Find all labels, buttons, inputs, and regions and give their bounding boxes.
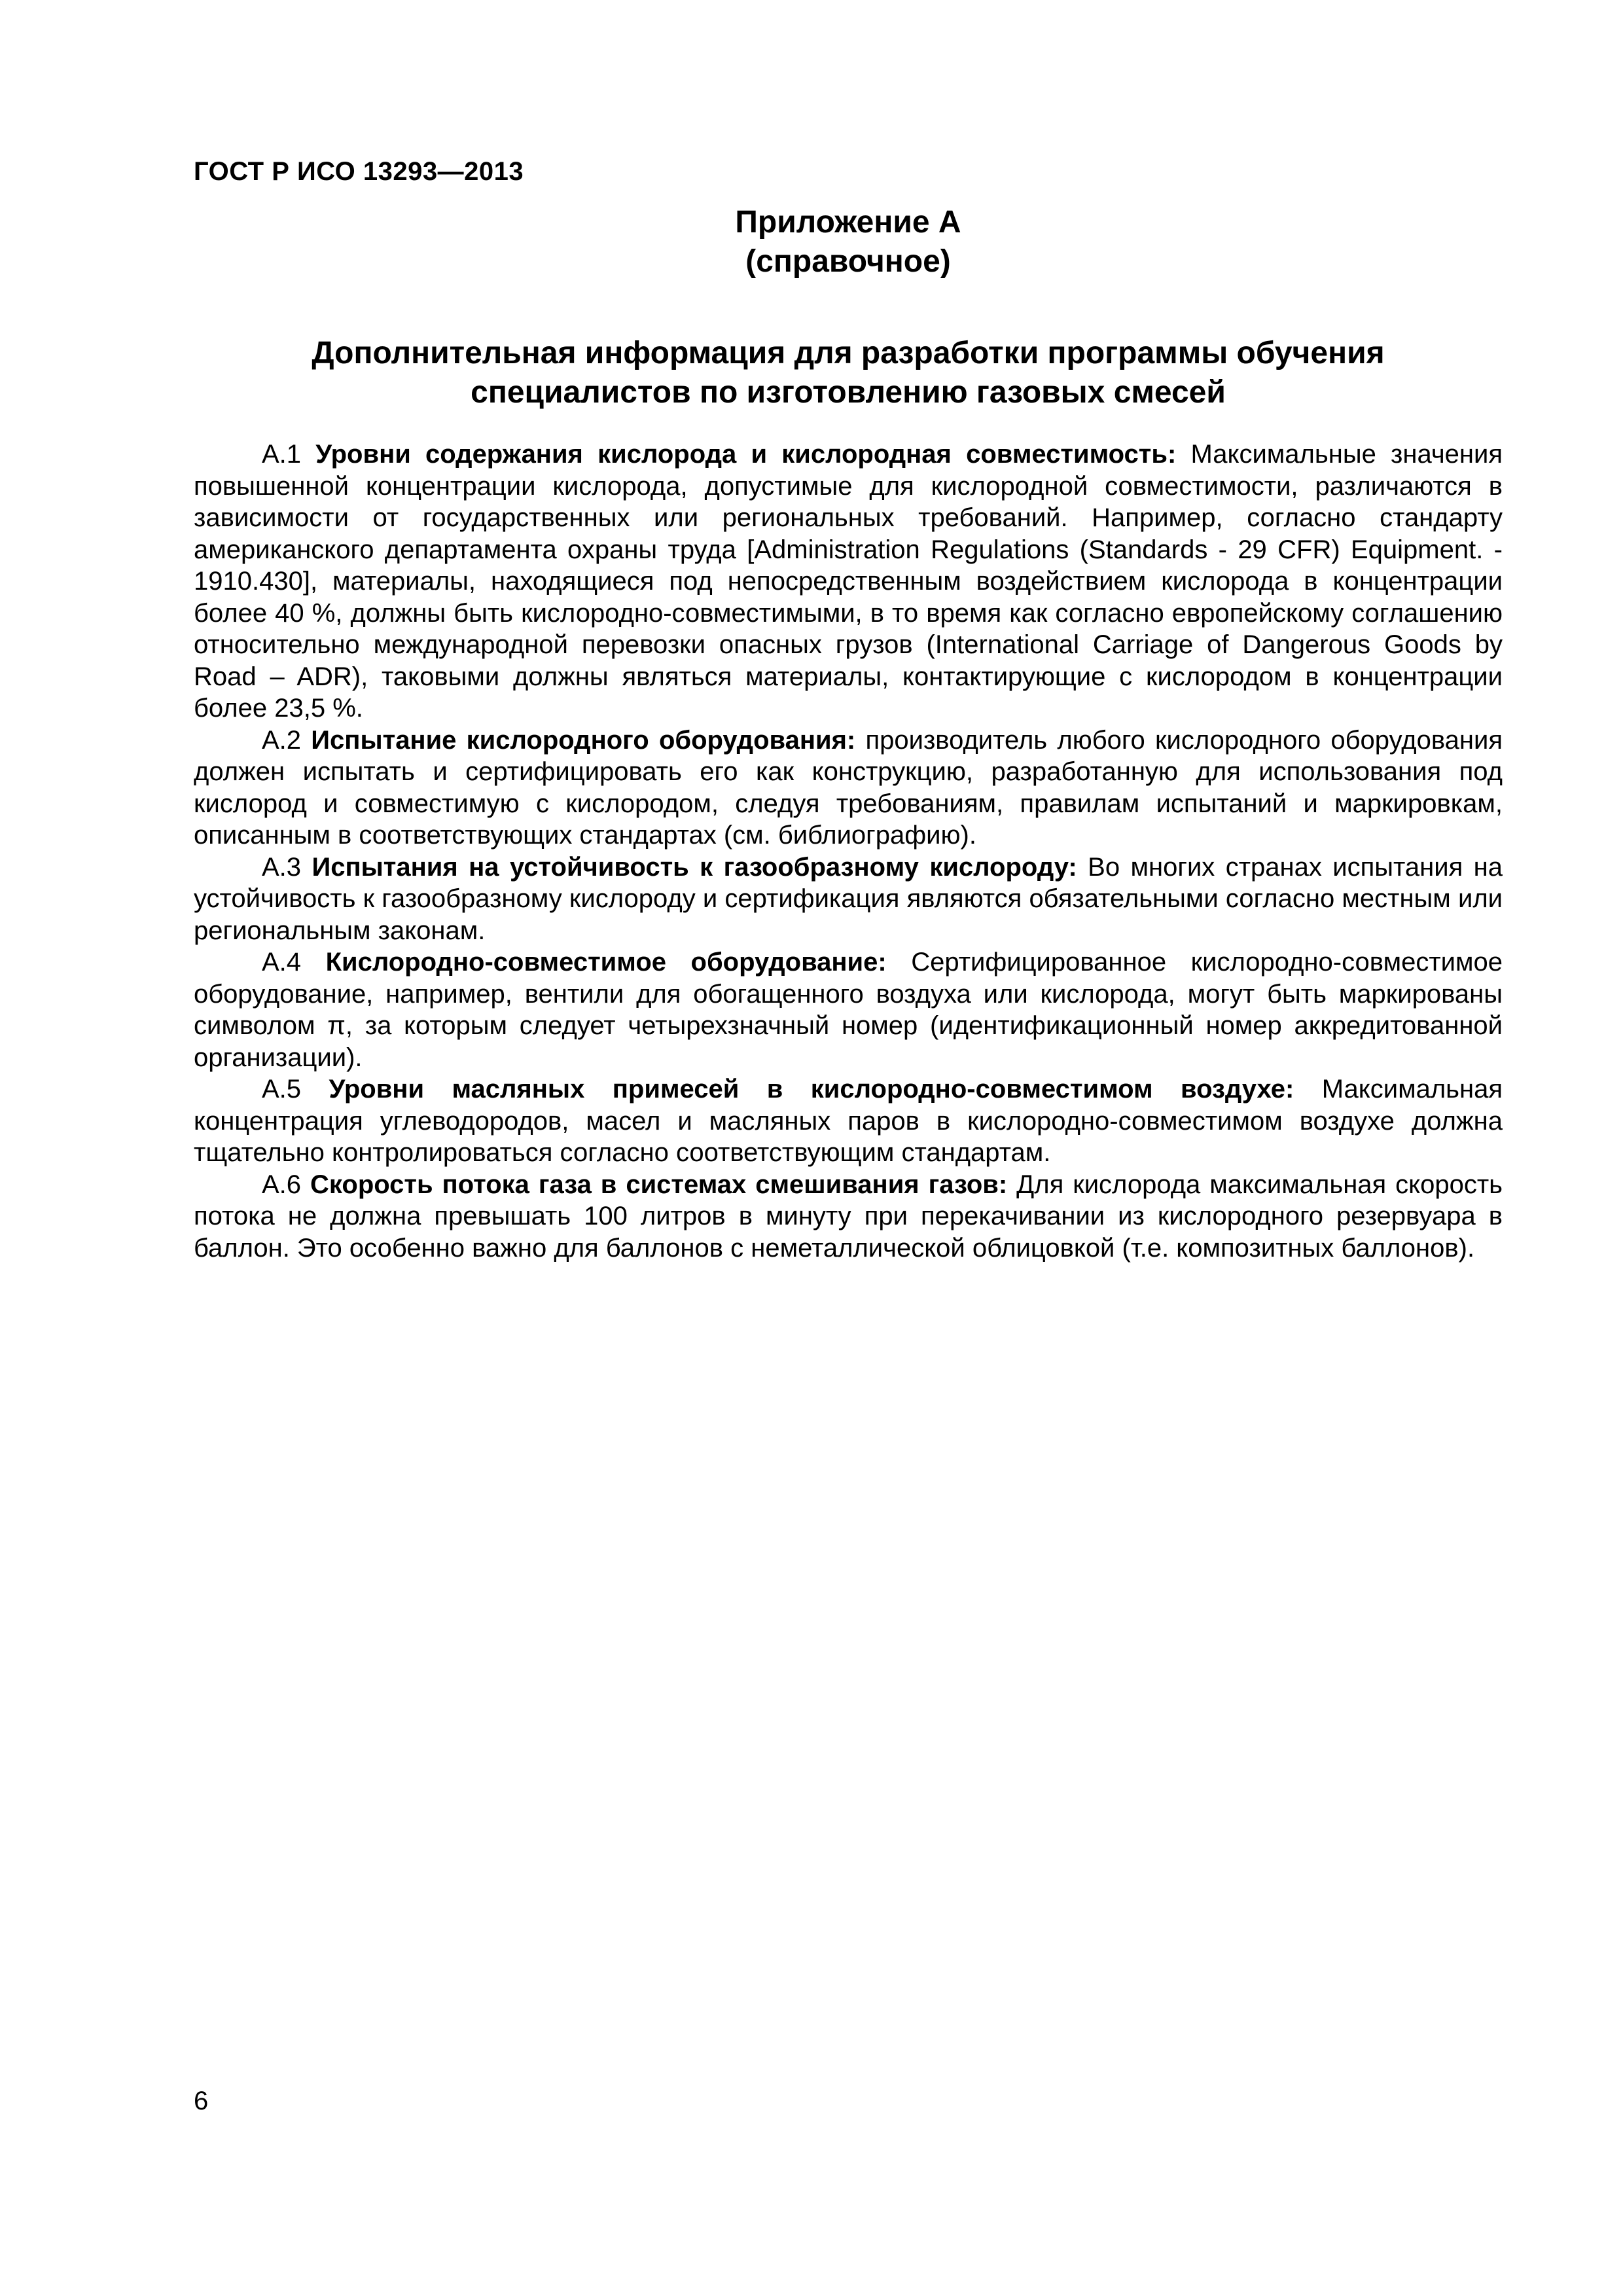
section-heading: Скорость потока газа в системах смешивания газов: <box>310 1170 1008 1199</box>
annex-type: (справочное) <box>745 244 951 279</box>
section-a4 <box>194 946 1503 1073</box>
section-text: Сертифицированное кислородно-совместимое оборудование, например, вентили для обогащенного воздуха или кислорода, могут быть маркированы символом π, за которым следует четырехзначный номер (идентификационный номер аккредитованной организации). <box>194 948 1503 1072</box>
section-number: А.4 <box>262 948 326 977</box>
section-number: А.3 <box>262 852 312 882</box>
section-number: А.1 <box>262 440 316 469</box>
section-heading: Кислородно-совместимое оборудование: <box>325 948 887 977</box>
section-a2 <box>194 725 1503 852</box>
section-heading: Испытания на устойчивость к газообразному кислороду: <box>312 852 1077 882</box>
section-a3 <box>194 852 1503 947</box>
section-text: Во многих странах испытания на устойчивость к газообразному кислороду и сертификация являются обязательными согласно местным или региональным законам. <box>194 852 1503 945</box>
section-text: Для кислорода максимальная скорость потока не должна превышать 100 литров в минуту при перекачивании из кислородного резервуара в баллон. Это особенно важно для баллонов с неметаллической облицовкой (т.е. композитных баллонов). <box>194 1170 1503 1263</box>
annex-title <box>194 334 1503 412</box>
annex-title-line-2: специалистов по изготовлению газовых смесей <box>471 375 1226 410</box>
section-heading: Уровни масляных примесей в кислородно-совместимом воздухе: <box>329 1075 1294 1103</box>
annex-number: Приложение А <box>735 205 961 240</box>
section-a6 <box>194 1169 1503 1265</box>
section-heading: Уровни содержания кислорода и кислородная совместимость: <box>315 440 1177 469</box>
annex-label <box>194 203 1503 281</box>
standard-header: ГОСТ Р ИСО 13293—2013 <box>194 157 524 186</box>
section-a5 <box>194 1073 1503 1169</box>
annex-body <box>194 439 1503 1264</box>
section-number: А.2 <box>262 725 312 755</box>
section-text: Максимальные значения повышенной концентрации кислорода, допустимые для кислородной совместимости, различаются в зависимости от государственных или региональных требований. Например, согласно стандарту американского департамента охраны труда [Administration Regulations (Standards - 29 CFR) Equipment. - 1910.430], материалы, находящиеся под непосредственным воздействием кислорода в концентрации более 40 %, должны быть кислородно-совместимыми, в то время как согласно европейскому соглашению относительно международной перевозки опасных грузов (International Carriage of Dangerous Goods by Road – ADR), таковыми должны являться материалы, контактирующие с кислородом в концентрации более 23,5 %. <box>194 440 1503 723</box>
annex-title-line-1: Дополнительная информация для разработки программы обучения <box>312 336 1385 370</box>
section-text: производитель любого кислородного оборудования должен испытать и сертифицировать его как конструкцию, разработанную для использования под кислород и совместимую с кислородом, следуя требованиям, правилам испытаний и маркировкам, описанным в соответствующих стандартах (см. библиографию). <box>194 725 1503 850</box>
section-a1 <box>194 439 1503 725</box>
section-number: А.5 <box>262 1075 329 1103</box>
page-number: 6 <box>194 2087 209 2115</box>
section-number: А.6 <box>262 1170 310 1199</box>
section-heading: Испытание кислородного оборудования: <box>311 725 856 755</box>
section-text: Максимальная концентрация углеводородов, масел и масляных паров в кислородно-совместимом воздухе должна тщательно контролироваться согласно соответствующим стандартам. <box>194 1075 1503 1167</box>
